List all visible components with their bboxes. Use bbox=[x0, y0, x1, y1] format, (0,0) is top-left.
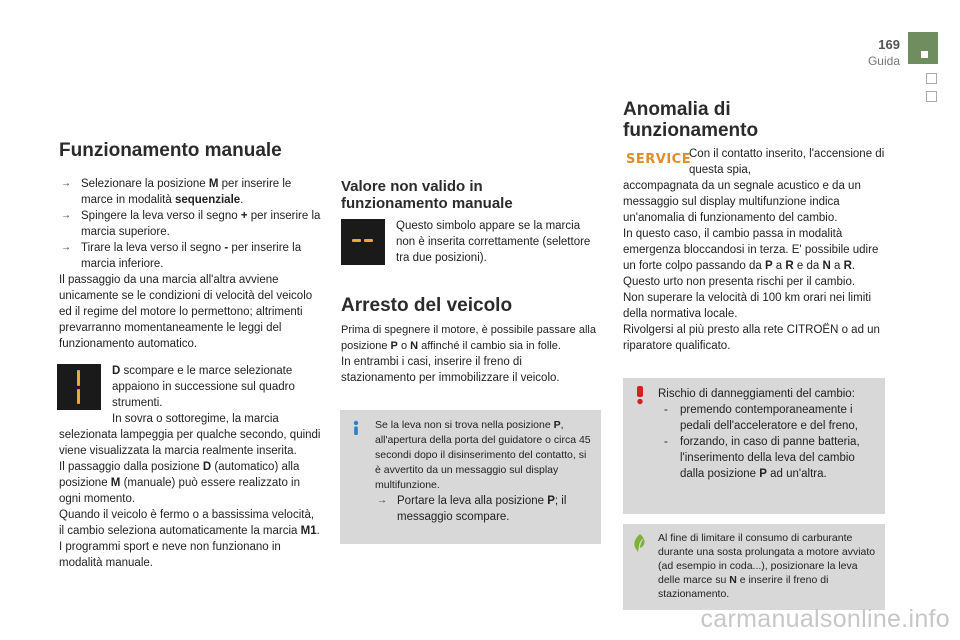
anomaly-paragraph: In questo caso, il cambio passa in modalità emergenza bloccandosi in terza. E' possibile udire un forte colpo passando da P a R e da N a R. Questo urto non presenta rischi per il cambio. bbox=[623, 228, 879, 288]
manual-paragraph: I programmi sport e neve non funzionano in modalità manuale. bbox=[59, 541, 281, 569]
info-icon bbox=[349, 420, 363, 436]
list-item: → Selezionare la posizione M per inserire le marce in modalità sequenziale. bbox=[59, 176, 321, 208]
section-title-invalid: Valore non valido in funzionamento manuale bbox=[341, 178, 513, 212]
anomaly-text bbox=[623, 178, 885, 354]
watermark: carmanualsonline.info bbox=[700, 605, 950, 633]
list-item: → Portare la leva alla posizione P; il messaggio scompare. bbox=[375, 493, 595, 525]
service-warning-icon: SERVICE bbox=[626, 152, 692, 167]
list-item: → Tirare la leva verso il segno - per inserire la marcia inferiore. bbox=[59, 240, 321, 272]
manual-continued bbox=[59, 427, 321, 571]
warning-text bbox=[658, 386, 880, 482]
manual-paragraph: Il passaggio dalla posizione D (automatico) alla posizione M (manuale) può essere realizzato in ogni momento. bbox=[59, 461, 301, 505]
section-title-anomaly: Anomalia di funzionamento bbox=[623, 99, 759, 141]
anomaly-text-a: Con il contatto inserito, l'accensione di questa spia, bbox=[689, 148, 885, 176]
warning-title: Rischio di danneggiamenti del cambio: bbox=[658, 388, 855, 400]
list-item: → Spingere la leva verso il segno + per inserire la marcia superiore. bbox=[59, 208, 321, 240]
chapter-tab-empty bbox=[926, 91, 937, 102]
page-number: 169 bbox=[878, 37, 900, 52]
stop-text bbox=[341, 322, 599, 386]
leaf-icon bbox=[631, 533, 649, 553]
info-text bbox=[375, 418, 595, 525]
chapter-tab bbox=[908, 32, 938, 64]
section-title-stop: Arresto del veicolo bbox=[341, 295, 513, 316]
invalid-gear-icon bbox=[341, 219, 385, 265]
stop-paragraph: In entrambi i casi, inserire il freno di stazionamento per immobilizzare il veicolo. bbox=[341, 356, 560, 384]
manual-paragraph: selezionata lampeggia per qualche secondo, quindi viene visualizzata la marcia realmente inserita. bbox=[59, 429, 321, 457]
chapter-tab-empty bbox=[926, 73, 937, 84]
manual-paragraph: Il passaggio da una marcia all'altra avviene unicamente se le condizioni di velocità del veicolo ed il regime del motore lo permettono; altrimenti prevarranno momentaneamente le leggi del funzionamento automatico. bbox=[59, 274, 313, 350]
section-title-manual: Funzionamento manuale bbox=[59, 140, 282, 161]
manual-paragraph: Quando il veicolo è fermo o a bassissima velocità, il cambio seleziona automaticamente la marcia M1. bbox=[59, 509, 320, 537]
list-item: - forzando, in caso di panne batteria, l'inserimento della leva del cambio dalla posizione P ad un'altra. bbox=[658, 434, 880, 482]
exclamation-icon bbox=[632, 385, 648, 405]
gear-icon-text: D scompare e le marce selezionate appaiono in successione sul quadro strumenti. In sovra o sottoregime, la marcia bbox=[112, 365, 295, 425]
gear-indicator-icon bbox=[57, 364, 101, 410]
list-item: - premendo contemporaneamente i pedali dell'acceleratore e del freno, bbox=[658, 402, 880, 434]
eco-text: Al fine di limitare il consumo di carburante durante una sosta prolungata a motore avviato (ad esempio in coda...), posizionare la leva delle marce su N e inserire il freno di stazionamento. bbox=[658, 532, 876, 600]
info-paragraph: Se la leva non si trova nella posizione P, all'apertura della porta del guidatore o circa 45 secondi dopo il disinserimento del contatto, si è avvertito da un messaggio sul display multifunzione. bbox=[375, 419, 591, 491]
stop-paragraph: Prima di spegnere il motore, è possibile passare alla posizione P o N affinché il cambio sia in folle. bbox=[341, 324, 596, 352]
manual-bullets bbox=[59, 176, 321, 352]
section-name: Guida bbox=[867, 54, 900, 68]
tab-marker-icon bbox=[921, 51, 928, 58]
anomaly-paragraph: Rivolgersi al più presto alla rete CITROËN o ad un riparatore qualificato. bbox=[623, 324, 880, 352]
anomaly-paragraph: Non superare la velocità di 100 km orari nei limiti della normativa locale. bbox=[623, 292, 871, 320]
anomaly-paragraph: accompagnata da un segnale acustico e da un messaggio sul display multifunzione indica un'anomalia di funzionamento del cambio. bbox=[623, 180, 861, 224]
invalid-text: Questo simbolo appare se la marcia non è inserita correttamente (selettore tra due posizioni). bbox=[396, 220, 591, 264]
